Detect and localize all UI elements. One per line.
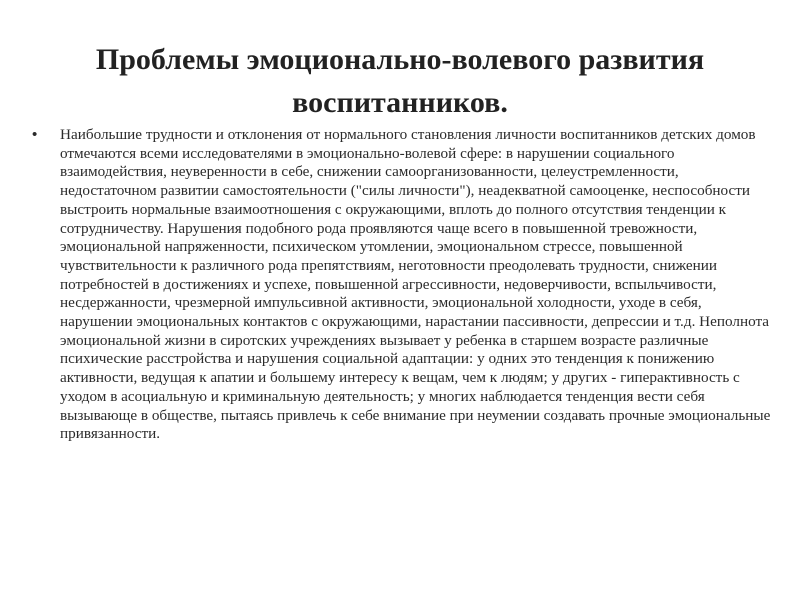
bullet-list: [32, 126, 772, 444]
bullet-text: Наибольшие трудности и отклонения от нормального становления личности воспитанников детских домов отмечаются всеми исследователями в эмоционально-волевой сфере: в нарушении социального взаимодействия, неуверенности в себе, снижении самоорганизованности, целеустремленности, недостаточном развитии самостоятельности ("силы личности"), неадекватной самооценке, неспособности выстроить нормальные взаимоотношения с окружающими, вплоть до полного отсутствия тенденции к сотрудничеству. Нарушения подобного рода проявляются чаще всего в повышенной тревожности, эмоциональной напряженности, психическом утомлении, эмоциональном стрессе, повышенной чувствительности к различного рода препятствиям, неготовности преодолевать трудности, снижении потребностей в достижениях и успехе, повышенной агрессивности, недоверчивости, вспыльчивости, несдержанности, чрезмерной импульсивной активности, эмоциональной холодности, уходе в себя, нарушении эмоциональных контактов с окружающими, нарастании пассивности, депрессии и т.д. Неполнота эмоциональной жизни в сиротских учреждениях вызывает у ребенка в старшем возрасте различные психические расстройства и нарушения социальной адаптации: у одних это тенденция к понижению активности, ведущая к апатии и большему интересу к вещам, чем к людям; у других - гиперактивность с уходом в асоциальную и криминальную деятельность; у многих наблюдается тенденция вести себя вызывающе в обществе, пытаясь привлечь к себе внимание при неумении создавать прочные эмоциональные привязанности.: [60, 126, 771, 443]
slide-title: Проблемы эмоционально-волевого развития воспитанников.: [95, 43, 705, 119]
bullet-icon: •: [32, 126, 38, 143]
bullet-item: [32, 126, 772, 444]
